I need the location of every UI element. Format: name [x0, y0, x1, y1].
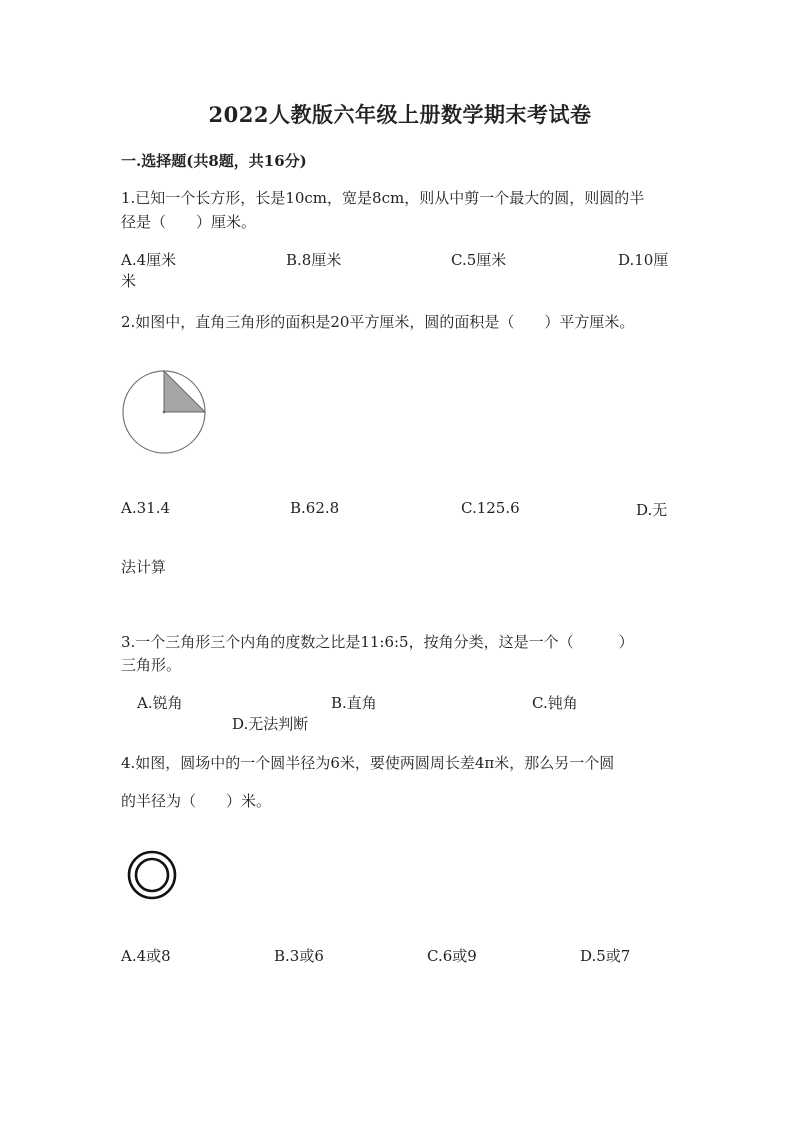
- figure-center-dot: [163, 411, 166, 414]
- question-4-line-1: 4.如图，圆场中的一个圆半径为6米，要使两圆周长差4π米，那么另一个圆: [121, 754, 615, 772]
- question-3-line-2: 三角形。: [121, 656, 182, 674]
- question-2-text: 2.如图中，直角三角形的面积是20平方厘米，圆的面积是（ ）平方厘米。: [121, 313, 635, 331]
- question-1-line-1: 1.已知一个长方形，长是10cm，宽是8cm，则从中剪一个最大的圆，则圆的半: [121, 189, 645, 207]
- question-4-option-a: A.4或8: [121, 947, 171, 965]
- question-2-option-d-continued: 法计算: [121, 558, 167, 576]
- question-4-line-2: 的半径为（ ）米。: [121, 792, 272, 810]
- question-3-option-c: C.钝角: [532, 694, 578, 712]
- question-3-option-d: D.无法判断: [232, 715, 309, 733]
- question-1-option-c: C.5厘米: [451, 251, 507, 269]
- section-heading: 一.选择题(共8题，共16分): [121, 152, 307, 170]
- question-1-option-b: B.8厘米: [286, 251, 342, 269]
- question-2-option-d: D.无: [636, 501, 668, 519]
- page-title: 2022人教版六年级上册数学期末考试卷: [208, 102, 592, 127]
- question-3-option-b: B.直角: [331, 694, 377, 712]
- question-4-option-c: C.6或9: [427, 947, 477, 965]
- question-2-option-a: A.31.4: [121, 499, 170, 517]
- question-4-option-b: B.3或6: [274, 947, 324, 965]
- question-1-option-a: A.4厘米: [121, 251, 177, 269]
- question-4-option-d: D.5或7: [580, 947, 631, 965]
- question-1-line-2: 径是（ ）厘米。: [121, 213, 257, 231]
- concentric-circles-figure: [126, 849, 178, 901]
- question-3-option-a: A.锐角: [137, 694, 183, 712]
- question-2-option-b: B.62.8: [290, 499, 340, 517]
- circle-with-triangle-figure: [120, 364, 212, 456]
- question-2-option-c: C.125.6: [461, 499, 520, 517]
- question-1-option-d: D.10厘: [618, 251, 669, 269]
- question-1-option-d-continued: 米: [121, 272, 137, 290]
- question-3-line-1: 3.一个三角形三个内角的度数之比是11:6:5，按角分类，这是一个（ ）: [121, 633, 634, 651]
- inner-circle: [136, 859, 168, 891]
